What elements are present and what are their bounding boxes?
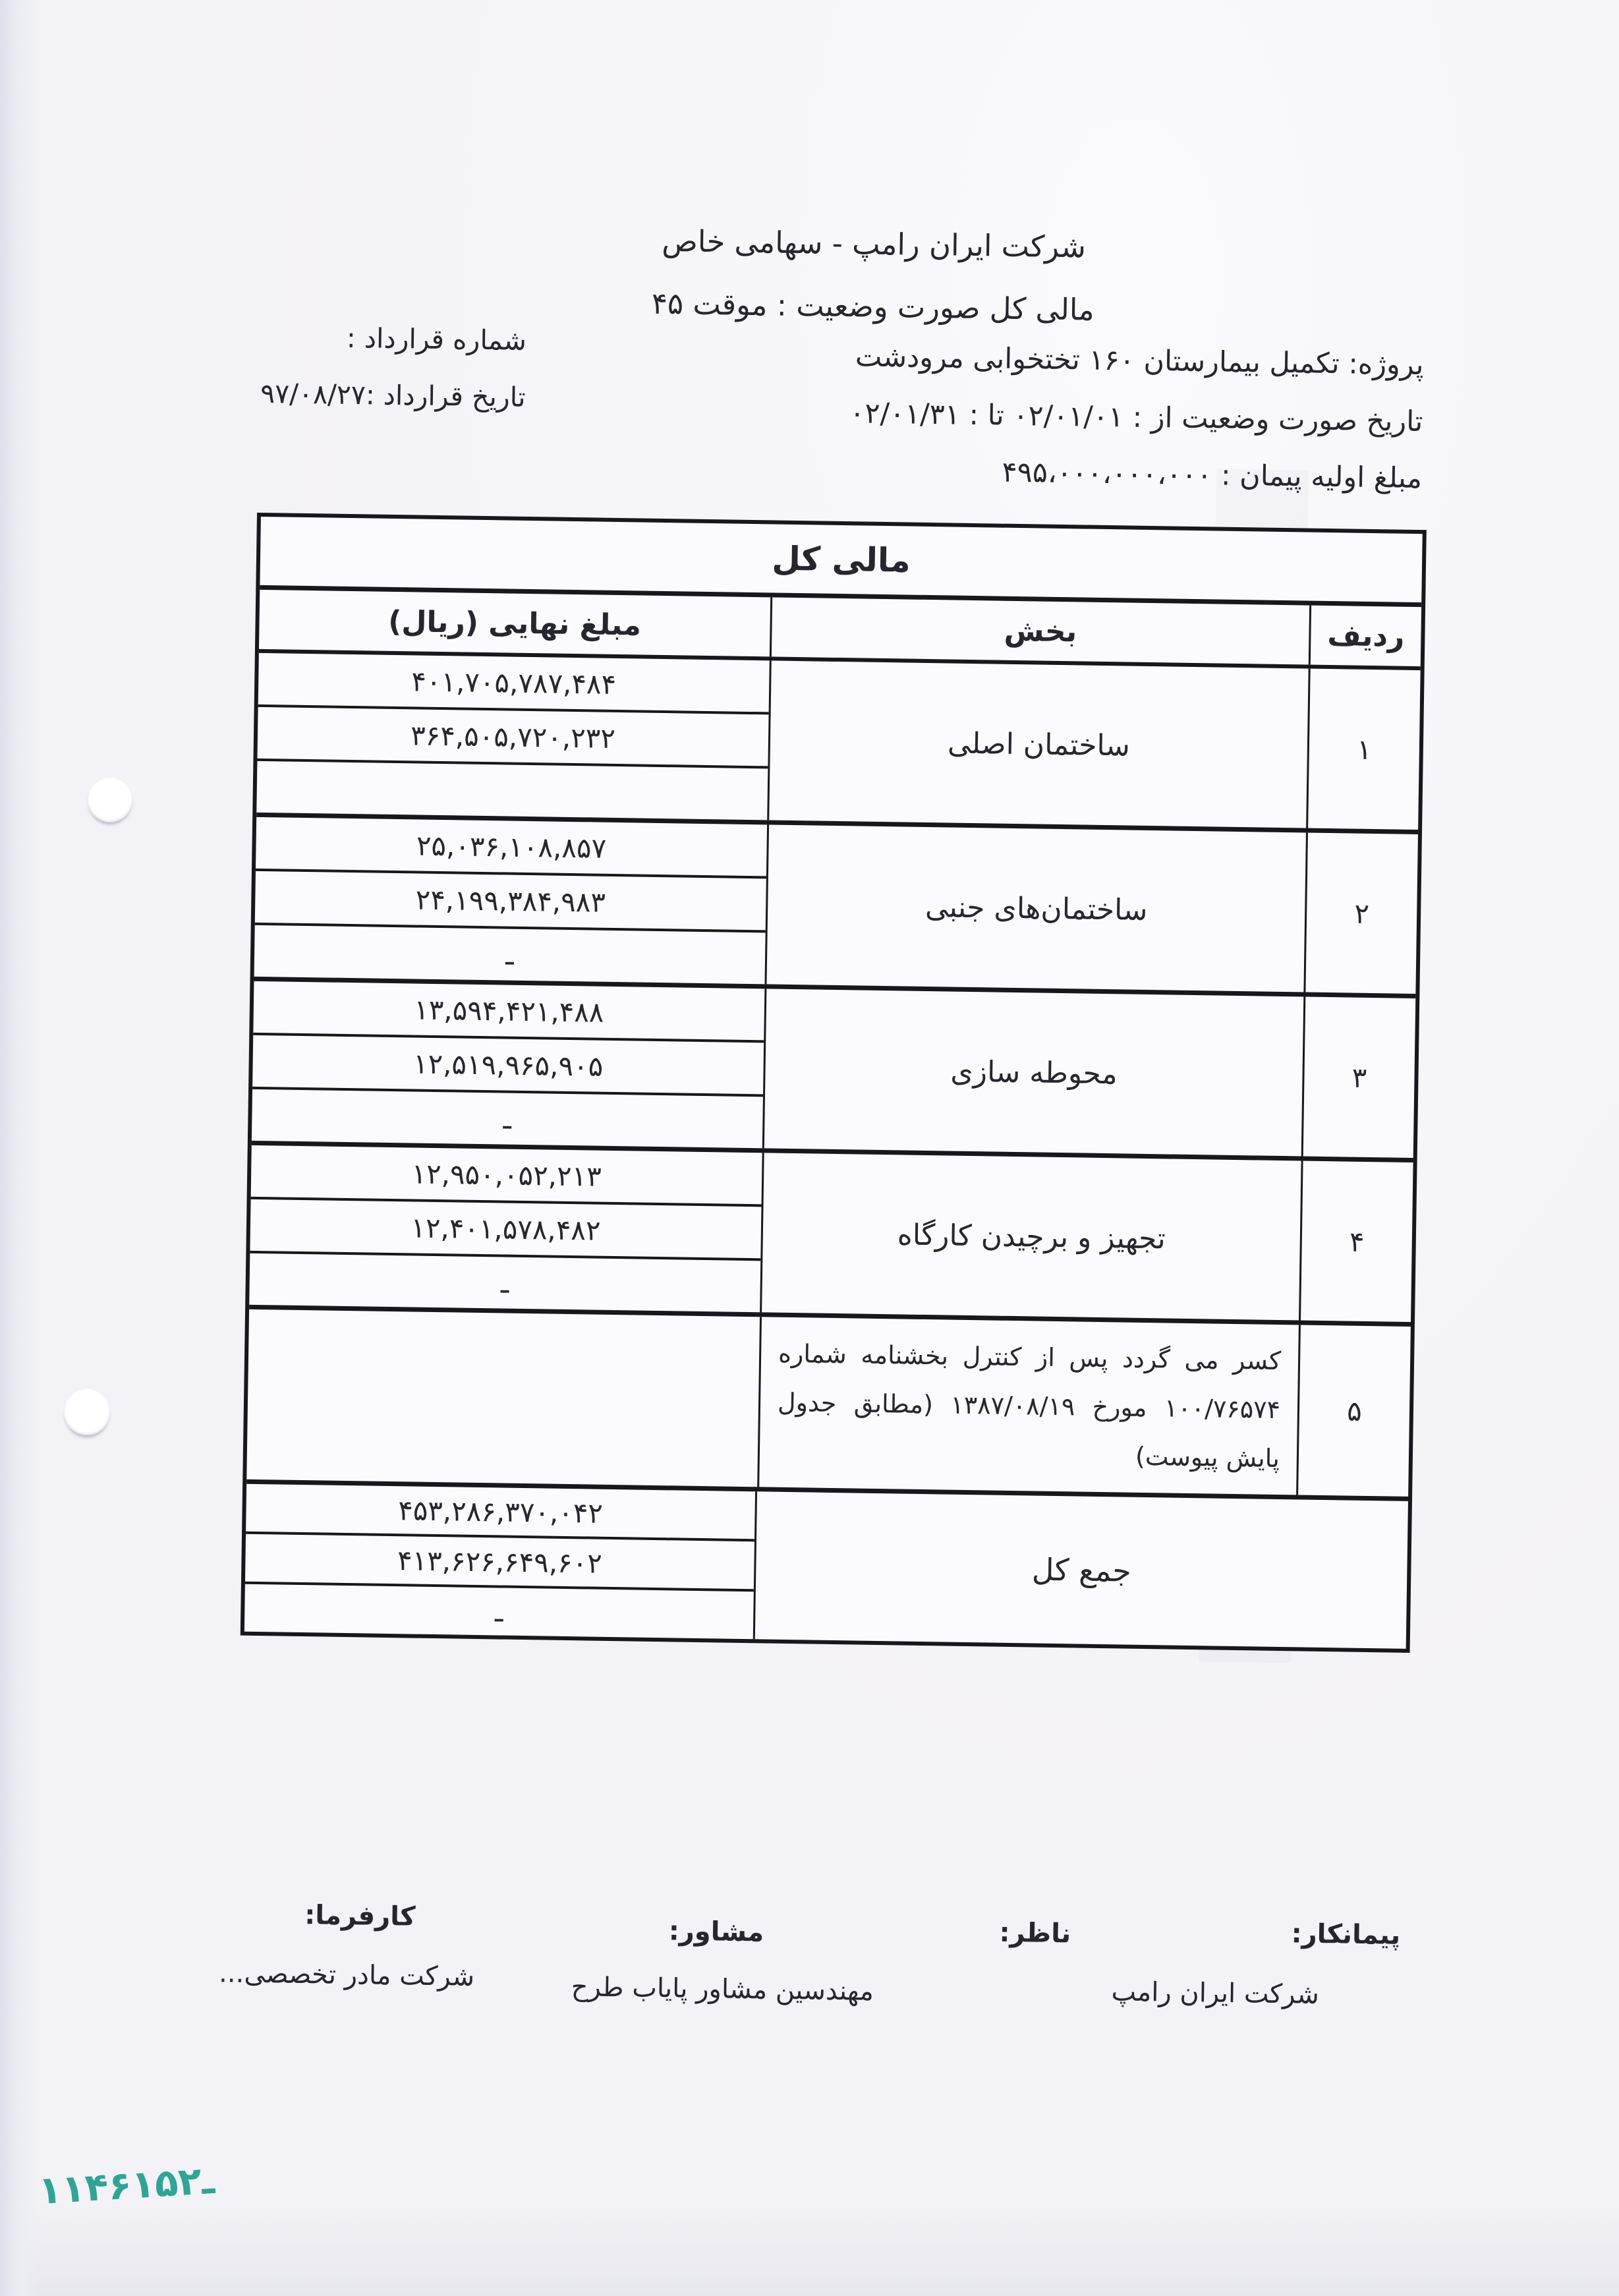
amount-value: ۱۲,۵۱۹,۹۶۵,۹۰۵ bbox=[252, 1033, 764, 1094]
table-row bbox=[252, 981, 1415, 1162]
project-info-block bbox=[848, 340, 1424, 519]
amount-cells bbox=[254, 817, 768, 984]
section-name: محوطه سازی bbox=[762, 989, 1304, 1156]
amount-value: ۱۳,۵۹۴,۴۲۱,۴۸۸ bbox=[413, 992, 604, 1029]
column-header-final-amount: مبلغ نهایی (ریال) bbox=[387, 604, 642, 643]
signature-name-contractor: شرکت ایران رامپ bbox=[1111, 1976, 1320, 2011]
contract-number-line: شماره قرارداد : bbox=[346, 322, 527, 357]
table-row bbox=[254, 817, 1417, 998]
section-name: ساختمان اصلی bbox=[767, 660, 1309, 828]
amount-cells bbox=[252, 981, 765, 1148]
signature-name-employer: شرکت مادر تخصصی... bbox=[218, 1958, 475, 1992]
amount-value: ۱۲,۹۵۰,۰۵۲,۲۱۳ bbox=[411, 1157, 602, 1193]
column-header-section: بخش bbox=[770, 597, 1309, 664]
amount-value: ۱۲,۴۰۱,۵۷۸,۴۸۲ bbox=[250, 1197, 761, 1258]
amount-value: ـ bbox=[254, 923, 766, 984]
column-header-row-no: ردیف bbox=[1309, 606, 1421, 667]
row-number: ۴ bbox=[1299, 1161, 1413, 1321]
deduction-note-text: کسر می گردد پس از کنترل بخشنامه شماره ۱۰۰/۷۶۵۷۴ مورخ ۱۳۸۷/۰۸/۱۹ (مطابق جدول پایش پیوست) bbox=[777, 1338, 1282, 1474]
financial-summary-table bbox=[241, 513, 1427, 1653]
amount-cells-empty bbox=[246, 1309, 760, 1487]
punch-hole-bottom bbox=[64, 1389, 110, 1435]
contract-date-line: تاریخ قرارداد :۹۷/۰۸/۲۷ bbox=[260, 377, 526, 413]
punch-hole-top bbox=[88, 778, 132, 822]
signature-role-employer: کارفرما: bbox=[304, 1900, 416, 1932]
statement-title: مالی کل صورت وضعیت : موقت ۴۵ bbox=[651, 285, 1095, 328]
row-number: ۳ bbox=[1301, 996, 1416, 1157]
initial-contract-amount-line: مبلغ اولیه پیمان : ۴۹۵،۰۰۰،۰۰۰،۰۰۰ bbox=[1002, 455, 1423, 496]
table-row bbox=[256, 653, 1420, 834]
amount-value: ۴۵۳,۲۸۶,۳۷۰,۰۴۲ bbox=[397, 1493, 604, 1530]
amount-value: ۲۵,۰۳۶,۱۰۸,۸۵۷ bbox=[416, 828, 607, 865]
table-row-grand-total bbox=[244, 1484, 1408, 1649]
table-row bbox=[249, 1145, 1413, 1327]
amount-value: ۴۱۳,۶۲۶,۶۴۹,۶۰۲ bbox=[245, 1532, 754, 1589]
row-number: ۲ bbox=[1303, 833, 1418, 994]
table-title: مالی کل bbox=[260, 517, 1422, 607]
signature-role-contractor: پیمانکار: bbox=[1291, 1918, 1401, 1951]
deduction-note-cell bbox=[757, 1317, 1299, 1495]
document-header bbox=[523, 221, 1223, 330]
row-number: ۵ bbox=[1296, 1325, 1411, 1497]
amount-value bbox=[256, 759, 768, 820]
signature-name-consultant: مهندسین مشاور پایاب طرح bbox=[571, 1972, 874, 2007]
grand-total-label: جمع کل bbox=[753, 1492, 1408, 1650]
amount-value: ـ bbox=[249, 1251, 760, 1312]
signature-role-consultant: مشاور: bbox=[668, 1916, 764, 1948]
table-row-deduction-note bbox=[246, 1309, 1411, 1501]
project-line: پروژه: تکمیل بیمارستان ۱۶۰ تختخوابی مرودشت bbox=[855, 340, 1424, 382]
row-number: ۱ bbox=[1306, 669, 1421, 830]
amount-cells bbox=[249, 1145, 762, 1312]
section-name: ساختمان‌های جنبی bbox=[765, 824, 1306, 992]
contract-info-block bbox=[260, 321, 526, 438]
amount-value: ـ bbox=[244, 1582, 754, 1639]
signature-role-supervisor: ناظر: bbox=[999, 1917, 1071, 1949]
section-name: تجهیز و برچیدن کارگاه bbox=[760, 1153, 1301, 1320]
statement-period-line: تاریخ صورت وضعیت از : ۰۲/۰۱/۰۱ تا : ۰۲/۰۱/۳۱ bbox=[849, 397, 1423, 439]
amount-value: ۳۶۴,۵۰۵,۷۲۰,۲۳۲ bbox=[257, 704, 768, 766]
amount-value: ۴۰۱,۷۰۵,۷۸۷,۴۸۴ bbox=[411, 664, 617, 701]
company-title: شرکت ایران رامپ - سهامی خاص bbox=[662, 223, 1087, 265]
grand-total-amounts bbox=[244, 1484, 755, 1639]
handwritten-reference-number: ۱۱۴۶۱۵ـ۲ bbox=[37, 2157, 216, 2214]
amount-value: ـ bbox=[252, 1087, 763, 1148]
amount-value: ۲۴,۱۹۹,۳۸۴,۹۸۳ bbox=[255, 869, 766, 930]
amount-cells bbox=[256, 653, 770, 820]
